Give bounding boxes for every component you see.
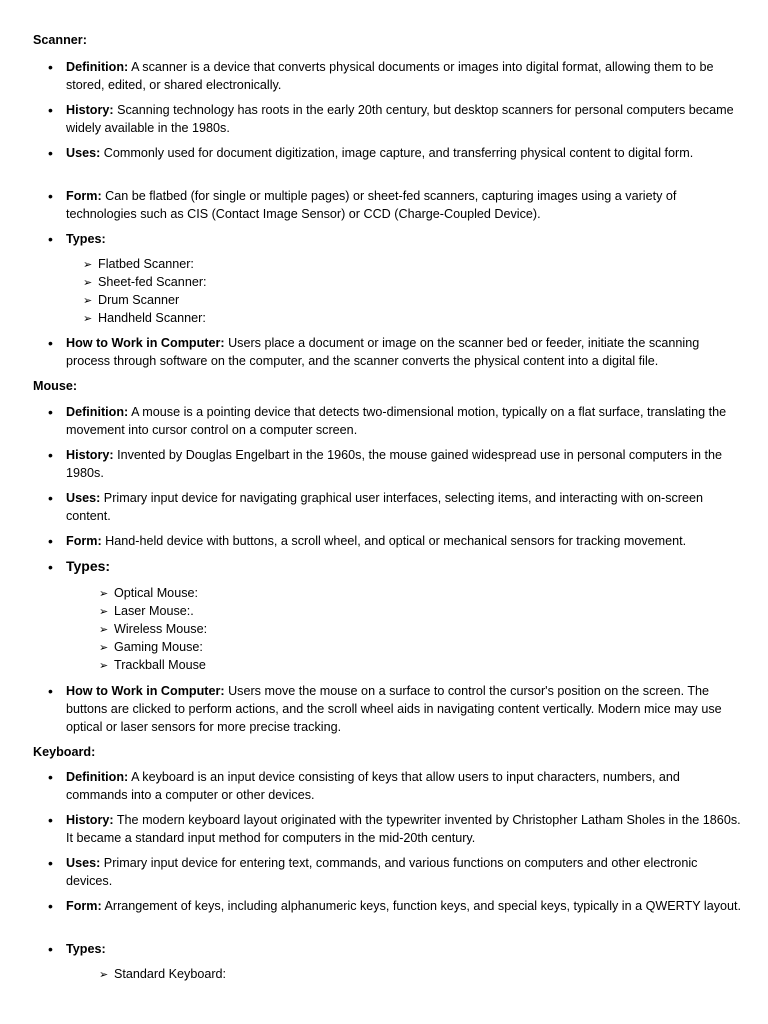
term-label: Definition: (66, 405, 129, 419)
term-label: Types: (66, 942, 106, 956)
term-label: Form: (66, 534, 102, 548)
scanner-history (66, 101, 742, 137)
bullet-icon: • (48, 812, 53, 828)
term-text: Hand-held device with buttons, a scroll wheel, and optical or mechanical sensors for tracking movement. (101, 534, 687, 548)
arrow-bullet-icon: ➢ (83, 313, 93, 325)
scanner-type-item: ➢ Flatbed Scanner: (83, 255, 194, 274)
term-text: Primary input device for navigating graphical user interfaces, selecting items, and interacting with on-screen content. (66, 491, 704, 523)
scanner-type-item: ➢ Handheld Scanner: (83, 309, 206, 328)
keyboard-type-item: ➢ Standard Keyboard: (99, 965, 226, 984)
bullet-icon: • (48, 533, 53, 549)
bullet-icon: • (48, 231, 53, 247)
arrow-bullet-icon: ➢ (83, 295, 93, 307)
term-label: Form: (66, 899, 102, 913)
term-label: Uses: (66, 491, 101, 505)
bullet-icon: • (48, 145, 53, 161)
term-text: Users move the mouse on a surface to control the cursor's position on the screen. The buttons are clicked to perform actions, and the scroll wheel aids in navigating content vertically. Modern mice may use optical or laser sensors for more precise tracking. (66, 684, 722, 734)
mouse-form (66, 532, 742, 550)
term-label: Types: (66, 232, 106, 246)
term-label: Form: (66, 189, 102, 203)
term-label: Uses: (66, 146, 101, 160)
arrow-bullet-icon: ➢ (99, 624, 109, 636)
term-label: How to Work in Computer: (66, 684, 225, 698)
term-text: Can be flatbed (for single or multiple pages) or sheet-fed scanners, capturing images using a variety of technologies such as CIS (Contact Image Sensor) or CCD (Charge-Coupled Device). (66, 189, 677, 221)
arrow-bullet-icon: ➢ (99, 660, 109, 672)
term-label: Definition: (66, 770, 129, 784)
term-text: A scanner is a device that converts physical documents or images into digital format, allowing them to be stored, edited, or shared electronically. (66, 60, 714, 92)
term-text: Scanning technology has roots in the early 20th century, but desktop scanners for personal computers became widely available in the 1980s. (66, 103, 734, 135)
bullet-icon: • (48, 59, 53, 75)
arrow-bullet-icon: ➢ (99, 642, 109, 654)
scanner-types (66, 230, 742, 248)
mouse-type-item: ➢ Wireless Mouse: (99, 620, 207, 639)
term-label: Definition: (66, 60, 129, 74)
keyboard-types (66, 940, 742, 958)
arrow-bullet-icon: ➢ (99, 606, 109, 618)
term-label: History: (66, 103, 114, 117)
mouse-definition (66, 403, 742, 439)
term-label: History: (66, 813, 114, 827)
bullet-icon: • (48, 102, 53, 118)
term-text: Commonly used for document digitization, image capture, and transferring physical content to digital form. (100, 146, 694, 160)
bullet-icon: • (48, 941, 53, 957)
term-text: Arrangement of keys, including alphanumeric keys, function keys, and special keys, typically in a QWERTY layout. (101, 899, 742, 913)
term-text: A keyboard is an input device consisting of keys that allow users to input characters, numbers, and commands into a computer or other devices. (66, 770, 680, 802)
mouse-type-item: ➢ Laser Mouse:. (99, 602, 194, 621)
arrow-bullet-icon: ➢ (99, 588, 109, 600)
term-text: A mouse is a pointing device that detects two-dimensional motion, typically on a flat surface, translating the movement into cursor control on a computer screen. (66, 405, 727, 437)
bullet-icon: • (48, 898, 53, 914)
scanner-form (66, 187, 742, 223)
bullet-icon: • (48, 683, 53, 699)
section-title-mouse: Mouse: (33, 379, 78, 393)
mouse-type-item: ➢ Optical Mouse: (99, 584, 198, 603)
mouse-how-to-work (66, 682, 742, 736)
bullet-icon: • (48, 769, 53, 785)
bullet-icon: • (48, 559, 53, 575)
section-title-keyboard: Keyboard: (33, 745, 96, 759)
term-label: Types: (66, 558, 111, 574)
section-title-scanner: Scanner: (33, 33, 87, 47)
arrow-bullet-icon: ➢ (99, 969, 109, 981)
arrow-bullet-icon: ➢ (83, 277, 93, 289)
scanner-type-item: ➢ Drum Scanner (83, 291, 179, 310)
term-label: How to Work in Computer: (66, 336, 225, 350)
bullet-icon: • (48, 188, 53, 204)
arrow-bullet-icon: ➢ (83, 259, 93, 271)
mouse-uses (66, 489, 742, 525)
bullet-icon: • (48, 335, 53, 351)
scanner-how-to-work (66, 334, 742, 370)
mouse-types (66, 557, 742, 575)
mouse-history (66, 446, 742, 482)
keyboard-definition (66, 768, 742, 804)
bullet-icon: • (48, 447, 53, 463)
scanner-definition (66, 58, 742, 94)
keyboard-history (66, 811, 742, 847)
bullet-icon: • (48, 490, 53, 506)
term-text: Users place a document or image on the scanner bed or feeder, initiate the scanning process through software on the computer, and the scanner converts the physical content into a digital file. (66, 336, 700, 368)
term-label: History: (66, 448, 114, 462)
term-label: Uses: (66, 856, 101, 870)
mouse-type-item: ➢ Gaming Mouse: (99, 638, 203, 657)
term-text: Invented by Douglas Engelbart in the 1960s, the mouse gained widespread use in personal computers in the 1980s. (66, 448, 722, 480)
scanner-uses (66, 144, 742, 162)
keyboard-uses (66, 854, 742, 890)
bullet-icon: • (48, 855, 53, 871)
scanner-type-item: ➢ Sheet-fed Scanner: (83, 273, 207, 292)
mouse-type-item: ➢ Trackball Mouse (99, 656, 206, 675)
term-text: Primary input device for entering text, commands, and various functions on computers and other electronic devices. (66, 856, 698, 888)
bullet-icon: • (48, 404, 53, 420)
term-text: The modern keyboard layout originated with the typewriter invented by Christopher Latham Sholes in the 1860s. It became a standard input method for computers in the mid-20th century. (66, 813, 741, 845)
keyboard-form (66, 897, 742, 915)
